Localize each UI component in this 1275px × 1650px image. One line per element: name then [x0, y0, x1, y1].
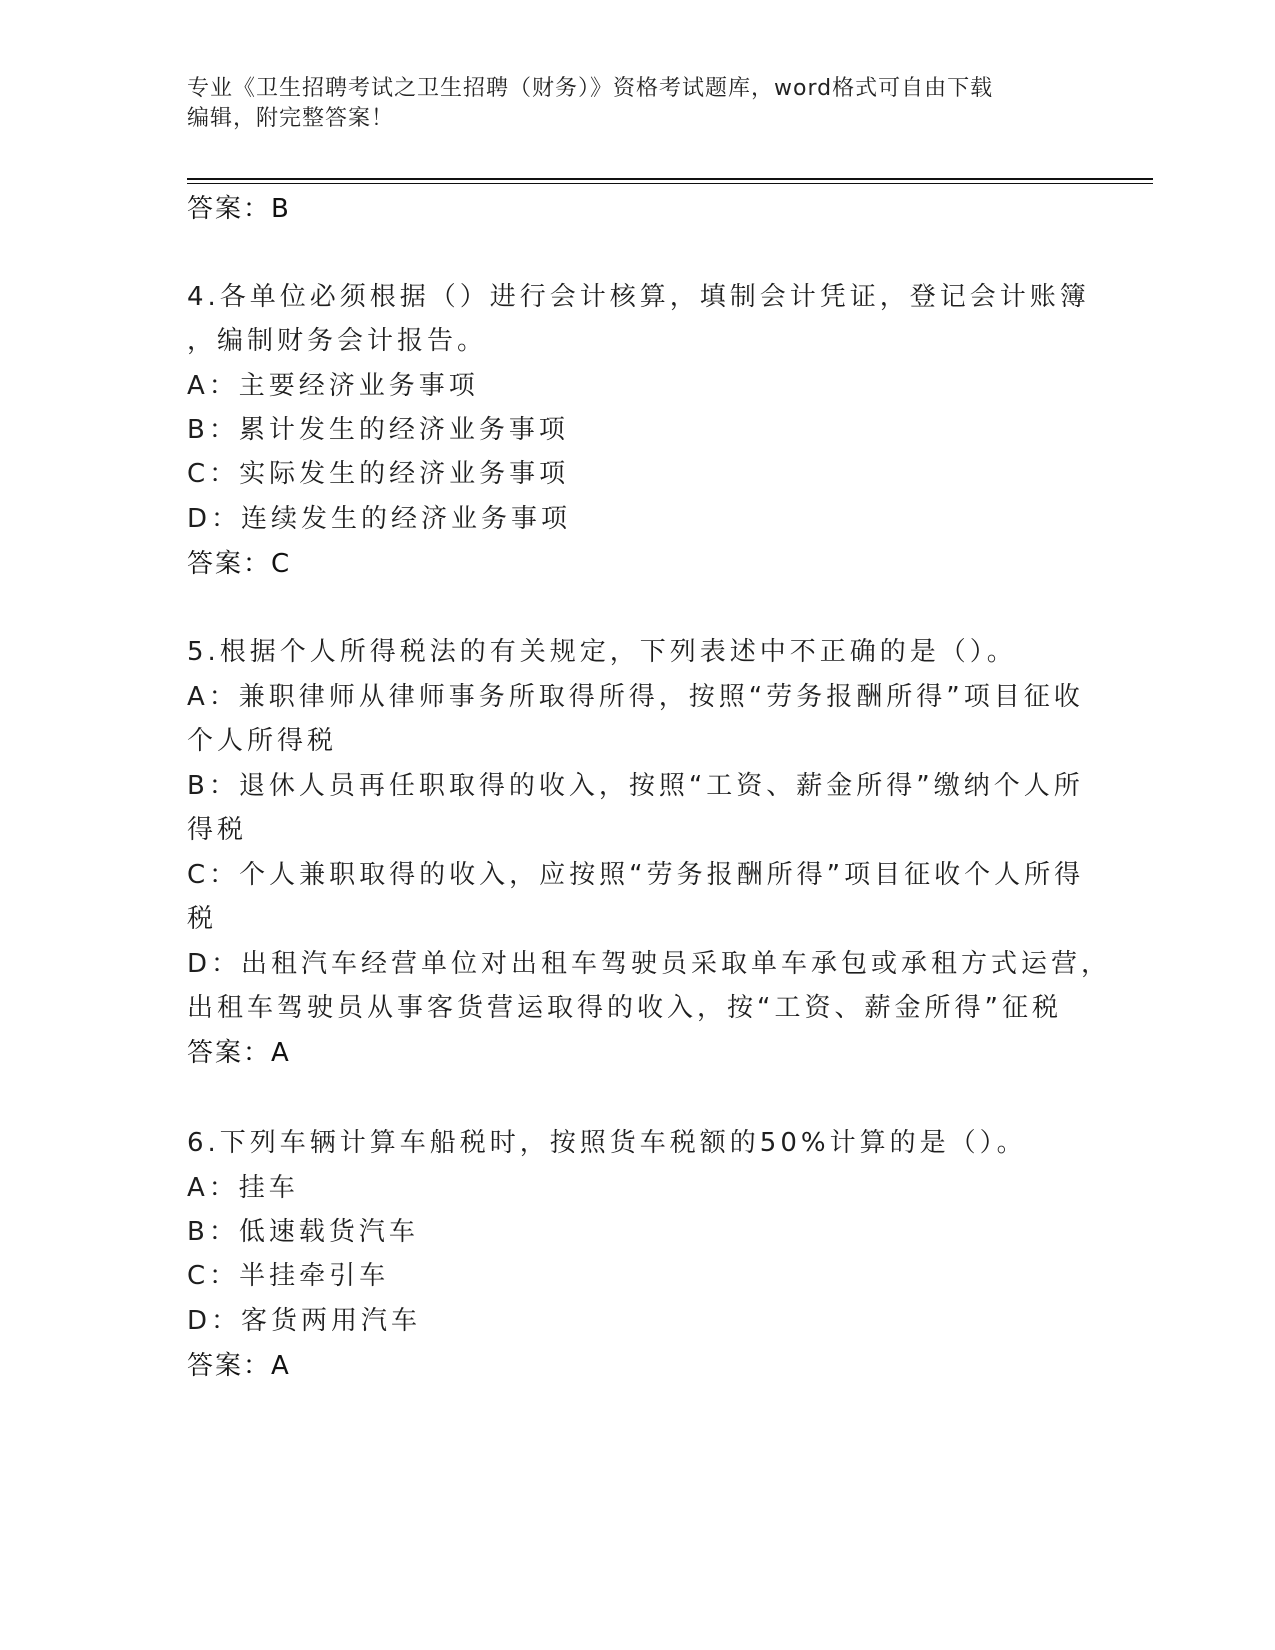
q5-option-b-line-1: B：退休人员再任职取得的收入，按照“工资、薪金所得”缴纳个人所 [187, 771, 1084, 801]
q4-answer: 答案：C [187, 549, 292, 579]
q5-stem: 5.根据个人所得税法的有关规定，下列表述中不正确的是（）。 [187, 637, 1017, 667]
q5-option-c-line-1: C：个人兼职取得的收入，应按照“劳务报酬所得”项目征收个人所得 [187, 860, 1085, 890]
q5-option-a-line-2: 个人所得税 [187, 726, 338, 756]
header-line-2: 编辑，附完整答案！ [187, 106, 395, 131]
q3-answer: 答案：B [187, 194, 291, 224]
document-header [187, 74, 1067, 134]
q6-option-d: D：客货两用汽车 [187, 1306, 422, 1336]
q6-stem: 6.下列车辆计算车船税时，按照货车税额的50%计算的是（）。 [187, 1128, 1027, 1158]
q4-option-c: C：实际发生的经济业务事项 [187, 459, 570, 489]
q4-stem-line-1: 4.各单位必须根据（）进行会计核算，填制会计凭证，登记会计账簿 [187, 282, 1090, 312]
q4-option-d: D：连续发生的经济业务事项 [187, 504, 572, 534]
q6-answer: 答案：A [187, 1351, 291, 1381]
header-line-1: 专业《卫生招聘考试之卫生招聘（财务）》资格考试题库，word格式可自由下载 [187, 76, 994, 101]
q5-option-b-line-2: 得税 [187, 815, 248, 845]
q4-stem-line-2: ，编制财务会计报告。 [187, 326, 488, 356]
q5-answer: 答案：A [187, 1038, 291, 1068]
q4-option-a: A：主要经济业务事项 [187, 371, 479, 401]
q5-option-a-line-1: A：兼职律师从律师事务所取得所得，按照“劳务报酬所得”项目征收 [187, 682, 1084, 712]
q5-option-d-line-2: 出租车驾驶员从事客货营运取得的收入，按“工资、薪金所得”征税 [187, 993, 1062, 1023]
header-rule-thin [187, 183, 1153, 184]
q6-option-b: B：低速载货汽车 [187, 1217, 419, 1247]
q6-option-c: C：半挂牵引车 [187, 1261, 390, 1291]
q5-option-d-line-1: D：出租汽车经营单位对出租车驾驶员采取单车承包或承租方式运营， [187, 949, 1112, 979]
header-rule-thick [187, 178, 1153, 180]
q5-option-c-line-2: 税 [187, 904, 218, 934]
q4-option-b: B：累计发生的经济业务事项 [187, 415, 569, 445]
q6-option-a: A：挂车 [187, 1173, 299, 1203]
